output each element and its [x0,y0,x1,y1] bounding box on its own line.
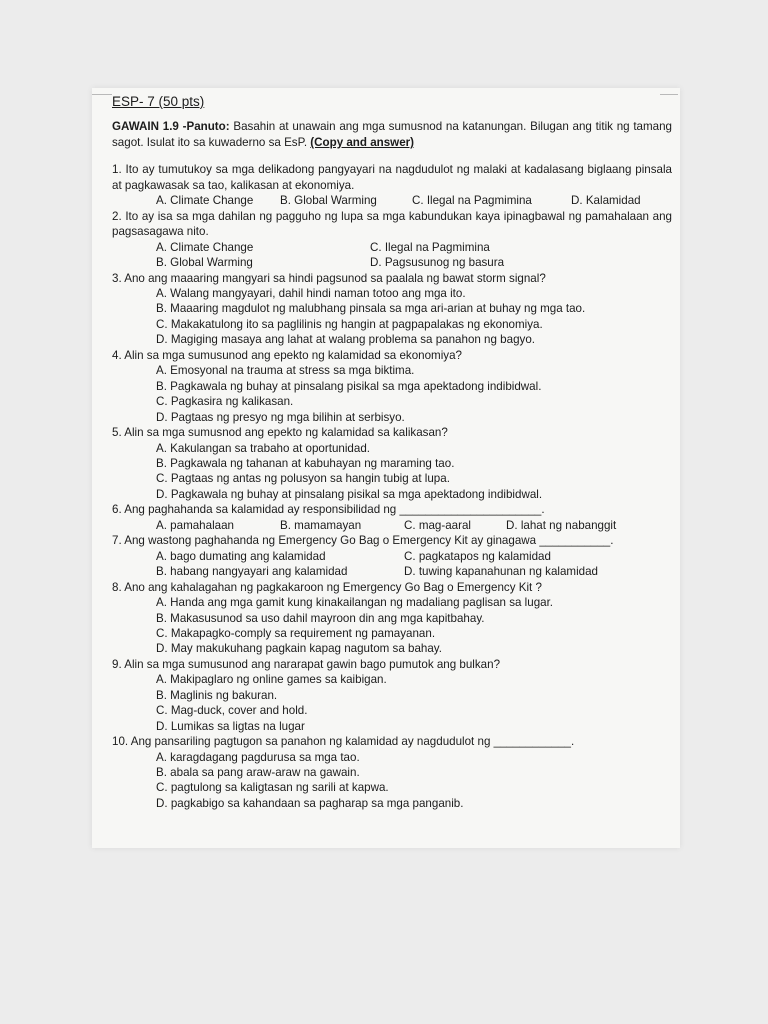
option-a[interactable]: A. karagdagang pagdurusa sa mga tao. [156,750,360,764]
question-text: Ano ang kahalagahan ng pagkakaroon ng Emergency Go Bag o Emergency Kit ? [121,580,542,594]
option-a[interactable]: A. bago dumating ang kalamidad [156,549,326,563]
question-text: Alin sa mga sumusnod ang epekto ng kalamidad sa kalikasan? [121,426,448,440]
option-d[interactable]: D. Pagkawala ng buhay at pinsalang pisikal sa mga apektadong indibidwal. [156,487,543,501]
option-b[interactable]: B. Maglinis ng bakuran. [156,688,278,702]
option-b[interactable]: B. Maaaring magdulot ng malubhang pinsala sa mga ari-arian at buhay ng mga tao. [156,302,586,316]
option-d[interactable]: D. Pagsusunog ng basura [370,256,505,270]
question-10 [112,734,672,811]
question-5 [112,425,672,502]
question-text: Ang paghahanda sa kalamidad ay responsibilidad ng ______________________. [121,503,545,517]
option-d[interactable]: D. Kalamidad [571,194,641,208]
question-4 [112,348,672,425]
question-number: 8. [112,580,122,594]
question-number: 3. [112,271,122,285]
option-c[interactable]: C. Ilegal na Pagmimina [370,240,490,254]
option-d[interactable]: D. tuwing kapanahunan ng kalamidad [404,565,599,579]
option-d[interactable]: D. Lumikas sa ligtas na lugar [156,719,305,733]
page-title: ESP- 7 (50 pts) [112,94,205,109]
option-a[interactable]: A. Climate Change [156,240,254,254]
option-c[interactable]: C. pagtulong sa kaligtasan ng sarili at kapwa. [156,781,389,795]
option-a[interactable]: A. Emosyonal na trauma at stress sa mga biktima. [156,364,415,378]
question-text: Ang wastong paghahanda ng Emergency Go Bag o Emergency Kit ay ginagawa ___________. [121,534,614,548]
option-b[interactable]: B. Pagkawala ng buhay at pinsalang pisikal sa mga apektadong indibidwal. [156,379,542,393]
option-a[interactable]: A. Climate Change [156,194,254,208]
option-c[interactable]: C. Makakatulong ito sa paglilinis ng hangin at pagpapalakas ng ekonomiya. [156,317,543,331]
option-d[interactable]: D. lahat ng nabanggit [506,518,617,532]
question-number: 5. [112,426,122,440]
question-text: Alin sa mga sumusunod ang nararapat gawin bago pumutok ang bulkan? [121,657,501,671]
option-c[interactable]: C. Pagtaas ng antas ng polusyon sa hangin tubig at lupa. [156,472,450,486]
question-6 [112,502,672,533]
instructions-label: GAWAIN 1.9 -Panuto: [112,120,230,134]
option-b[interactable]: B. Global Warming [280,194,377,208]
question-number: 9. [112,657,122,671]
option-b[interactable]: B. Pagkawala ng tahanan at kabuhayan ng maraming tao. [156,456,455,470]
question-9 [112,657,672,734]
option-d[interactable]: D. Pagtaas ng presyo ng mga bilihin at serbisyo. [156,410,405,424]
question-number: 1. [112,163,122,177]
worksheet-page [92,88,680,848]
question-8 [112,580,672,657]
scan-edge-mark-left [92,94,112,95]
question-text: Alin sa mga sumusunod ang epekto ng kalamidad sa ekonomiya? [121,348,462,362]
option-a[interactable]: A. Makipaglaro ng online games sa kaibigan. [156,673,387,687]
options-row-1 [112,549,672,564]
option-a[interactable]: A. pamahalaan [156,518,234,532]
options [112,595,672,657]
question-number: 4. [112,348,122,362]
question-text: Ito ay tumutukoy sa mga delikadong pangyayari na nagdudulot ng malaki at kadalasang biglaang pinsala at pagkawasak sa tao, kalikasan at ekonomiya. [112,163,672,192]
question-number: 2. [112,209,122,223]
option-c[interactable]: C. Ilegal na Pagmimina [412,194,532,208]
question-number: 6. [112,503,122,517]
question-3 [112,271,672,348]
question-2 [112,209,672,271]
question-number: 10. [112,735,129,749]
option-b[interactable]: B. abala sa pang araw-araw na gawain. [156,766,360,780]
instructions-text: Basahin at unawain ang mga sumusnod na katanungan. Bilugan ang titik ng tamang sagot. Isulat ito sa kuwaderno sa EsP. [112,120,672,149]
option-b[interactable]: B. Global Warming [156,256,253,270]
question-text: Ito ay isa sa mga dahilan ng pagguho ng lupa sa mga kabundukan kaya ipinagbawal ng pamahalaan ang pagsasagawa nito. [112,209,672,239]
question-7 [112,533,672,579]
options [112,518,672,533]
question-number: 7. [112,534,122,548]
options [112,441,672,503]
option-b[interactable]: B. habang nangyayari ang kalamidad [156,565,348,579]
options [112,672,672,734]
question-text: Ano ang maaaring mangyari sa hindi pagsunod sa paalala ng bawat storm signal? [121,271,546,285]
options [112,750,672,812]
options [112,363,672,425]
options-row-2 [112,255,672,270]
option-a[interactable]: A. Walang mangyayari, dahil hindi naman totoo ang mga ito. [156,286,466,300]
question-1 [112,162,672,208]
option-c[interactable]: C. Makapagko-comply sa requirement ng pamayanan. [156,626,436,640]
instructions [112,119,672,150]
options [112,286,672,348]
instructions-emphasis: (Copy and answer) [310,135,415,149]
option-c[interactable]: C. pagkatapos ng kalamidad [404,549,551,563]
options-row-2 [112,564,672,579]
option-b[interactable]: B. Makasusunod sa uso dahil mayroon din ang mga kapitbahay. [156,611,485,625]
option-a[interactable]: A. Handa ang mga gamit kung kinakailangan ng madaliang paglisan sa lugar. [156,596,554,610]
option-c[interactable]: C. mag-aaral [404,518,472,532]
option-d[interactable]: D. Magiging masaya ang lahat at walang problema sa panahon ng bagyo. [156,333,535,347]
options-row-1 [112,240,672,255]
option-c[interactable]: C. Pagkasira ng kalikasan. [156,395,294,409]
option-a[interactable]: A. Kakulangan sa trabaho at oportunidad. [156,441,370,455]
option-c[interactable]: C. Mag-duck, cover and hold. [156,704,308,718]
worksheet-content [112,94,672,811]
option-d[interactable]: D. pagkabigo sa kahandaan sa pagharap sa mga panganib. [156,796,464,810]
question-text: Ang pansariling pagtugon sa panahon ng kalamidad ay nagdudulot ng ____________. [128,735,575,749]
options [112,193,672,208]
option-b[interactable]: B. mamamayan [280,518,362,532]
option-d[interactable]: D. May makukuhang pagkain kapag nagutom sa bahay. [156,642,442,656]
